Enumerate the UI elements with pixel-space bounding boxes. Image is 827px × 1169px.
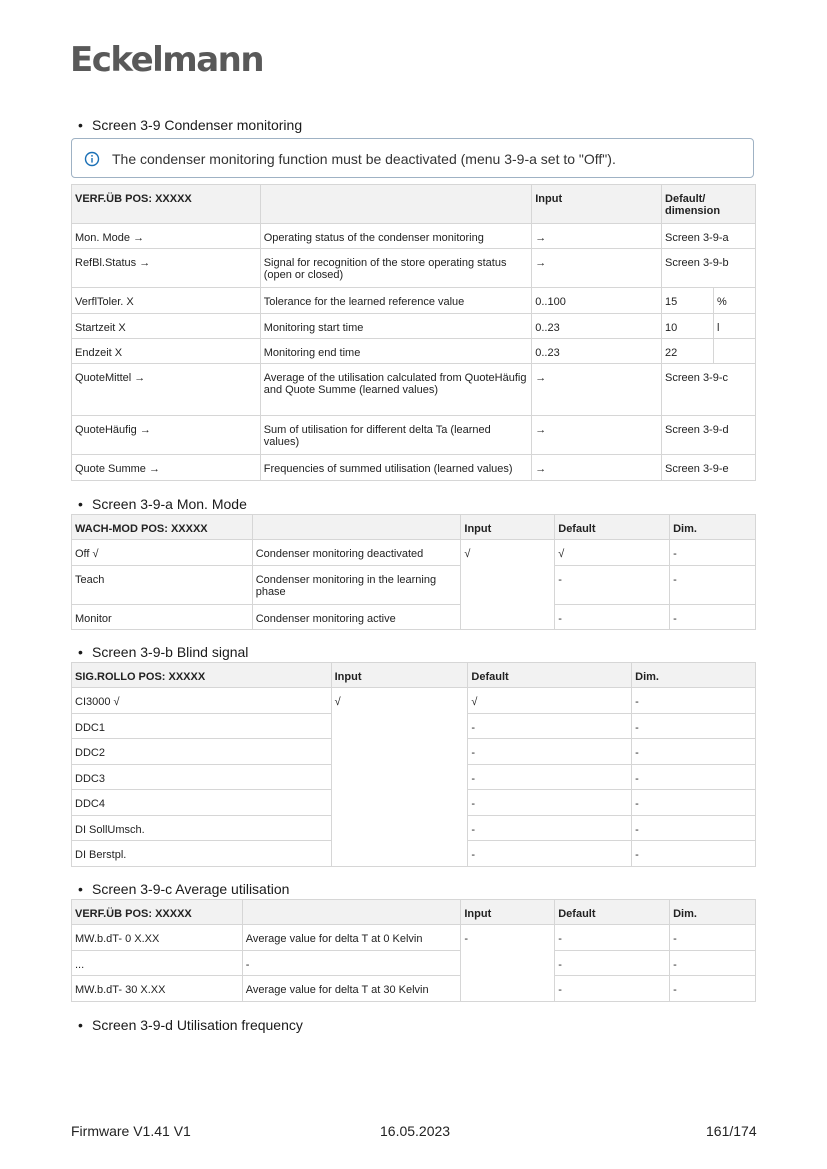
default-cell: - bbox=[555, 605, 670, 630]
default-cell: - bbox=[555, 925, 670, 951]
param-cell: Teach bbox=[72, 566, 253, 605]
footer-page-number: 161/174 bbox=[706, 1123, 757, 1139]
header-cell: Default/ dimension bbox=[662, 185, 756, 224]
table-row bbox=[72, 224, 756, 249]
param-cell: Startzeit X bbox=[72, 314, 261, 339]
default-cell: √ bbox=[468, 688, 632, 714]
description-cell: Average value for delta T at 0 Kelvin bbox=[242, 925, 461, 951]
header-cell bbox=[242, 900, 461, 925]
dimension-cell: - bbox=[670, 566, 756, 605]
footer-firmware: Firmware V1.41 V1 bbox=[71, 1123, 191, 1139]
dimension-cell: - bbox=[632, 765, 756, 790]
description-cell: Tolerance for the learned reference value bbox=[260, 288, 532, 314]
dimension-cell: - bbox=[632, 688, 756, 714]
section-heading-text: Screen 3-9-c Average utilisation bbox=[92, 881, 290, 897]
table-header-row bbox=[72, 185, 756, 224]
input-cell: → bbox=[532, 224, 662, 249]
default-cell: Screen 3-9-e bbox=[662, 455, 756, 481]
table-header-row bbox=[72, 515, 756, 540]
section-heading-3-9-a: • Screen 3-9-a Mon. Mode bbox=[78, 496, 247, 512]
input-cell: - bbox=[461, 925, 555, 1002]
input-cell: → bbox=[532, 364, 662, 416]
default-cell: Screen 3-9-a bbox=[662, 224, 756, 249]
header-cell bbox=[260, 185, 532, 224]
param-cell: Mon. Mode → bbox=[72, 224, 261, 249]
section-heading-3-9-b: • Screen 3-9-b Blind signal bbox=[78, 644, 249, 660]
dimension-cell: - bbox=[632, 714, 756, 739]
param-cell: Off √ bbox=[72, 540, 253, 566]
default-cell: - bbox=[468, 816, 632, 841]
param-cell: MW.b.dT- 30 X.XX bbox=[72, 976, 243, 1002]
description-cell: Monitoring start time bbox=[260, 314, 532, 339]
table-row bbox=[72, 416, 756, 455]
header-cell: SIG.ROLLO POS: XXXXX bbox=[72, 663, 332, 688]
description-cell: Signal for recognition of the store operating status (open or closed) bbox=[260, 249, 532, 288]
footer-date: 16.05.2023 bbox=[380, 1123, 451, 1139]
table-row bbox=[72, 288, 756, 314]
description-cell: Condenser monitoring deactivated bbox=[252, 540, 461, 566]
table-row bbox=[72, 540, 756, 566]
dimension-cell: - bbox=[670, 540, 756, 566]
param-cell: RefBl.Status → bbox=[72, 249, 261, 288]
section-heading-text: Screen 3-9-a Mon. Mode bbox=[92, 496, 247, 512]
description-cell: Average value for delta T at 30 Kelvin bbox=[242, 976, 461, 1002]
verf-ub-table bbox=[71, 184, 756, 481]
wach-mod-table bbox=[71, 514, 756, 630]
header-cell: Input bbox=[461, 515, 555, 540]
param-cell: ... bbox=[72, 951, 243, 976]
description-cell: Condenser monitoring in the learning phase bbox=[252, 566, 461, 605]
header-cell: Dim. bbox=[670, 900, 756, 925]
section-heading-3-9-c: • Screen 3-9-c Average utilisation bbox=[78, 881, 290, 897]
section-heading-3-9: • Screen 3-9 Condenser monitoring bbox=[78, 117, 303, 133]
default-cell: Screen 3-9-c bbox=[662, 364, 756, 416]
header-cell: Dim. bbox=[670, 515, 756, 540]
input-cell: 0..23 bbox=[532, 339, 662, 364]
header-cell: Default bbox=[555, 900, 670, 925]
table-row bbox=[72, 249, 756, 288]
sig-rollo-table bbox=[71, 662, 756, 867]
input-cell: 0..100 bbox=[532, 288, 662, 314]
input-cell: √ bbox=[331, 688, 468, 867]
param-cell: DDC4 bbox=[72, 790, 332, 816]
dimension-cell: l bbox=[713, 314, 755, 339]
section-heading-3-9-d: • Screen 3-9-d Utilisation frequency bbox=[78, 1017, 303, 1033]
default-cell: 10 bbox=[662, 314, 714, 339]
header-cell: Input bbox=[532, 185, 662, 224]
default-cell: - bbox=[468, 790, 632, 816]
section-heading-text: Screen 3-9 Condenser monitoring bbox=[92, 117, 303, 133]
input-cell: → bbox=[532, 455, 662, 481]
description-cell: Operating status of the condenser monitoring bbox=[260, 224, 532, 249]
header-cell: Default bbox=[555, 515, 670, 540]
param-cell: DDC2 bbox=[72, 739, 332, 765]
section-heading-text: Screen 3-9-d Utilisation frequency bbox=[92, 1017, 303, 1033]
header-cell: VERF.ÜB POS: XXXXX bbox=[72, 900, 243, 925]
table-header-row bbox=[72, 900, 756, 925]
param-cell: MW.b.dT- 0 X.XX bbox=[72, 925, 243, 951]
dimension-cell bbox=[713, 339, 755, 364]
default-cell: - bbox=[468, 739, 632, 765]
header-cell: Input bbox=[331, 663, 468, 688]
header-cell: Input bbox=[461, 900, 555, 925]
description-cell: Average of the utilisation calculated from QuoteHäufig and Quote Summe (learned values) bbox=[260, 364, 532, 416]
info-icon bbox=[84, 151, 100, 167]
table-header-row bbox=[72, 663, 756, 688]
param-cell: QuoteMittel → bbox=[72, 364, 261, 416]
info-note-text: The condenser monitoring function must be deactivated (menu 3-9-a set to "Off"). bbox=[112, 151, 616, 167]
header-cell bbox=[252, 515, 461, 540]
eckelmann-logo: Eckelmann bbox=[70, 40, 264, 80]
header-cell: Dim. bbox=[632, 663, 756, 688]
header-cell: VERF.ÜB POS: XXXXX bbox=[72, 185, 261, 224]
param-cell: Endzeit X bbox=[72, 339, 261, 364]
default-cell: Screen 3-9-d bbox=[662, 416, 756, 455]
table-row bbox=[72, 951, 756, 976]
input-cell: → bbox=[532, 416, 662, 455]
default-cell: - bbox=[468, 841, 632, 867]
dimension-cell: - bbox=[632, 790, 756, 816]
param-cell: DDC3 bbox=[72, 765, 332, 790]
param-cell: QuoteHäufig → bbox=[72, 416, 261, 455]
table-row bbox=[72, 688, 756, 714]
dimension-cell: - bbox=[632, 739, 756, 765]
average-utilisation-table bbox=[71, 899, 756, 1002]
default-cell: - bbox=[555, 976, 670, 1002]
dimension-cell: - bbox=[670, 951, 756, 976]
param-cell: DDC1 bbox=[72, 714, 332, 739]
param-cell: Monitor bbox=[72, 605, 253, 630]
description-cell: Frequencies of summed utilisation (learned values) bbox=[260, 455, 532, 481]
default-cell: - bbox=[555, 566, 670, 605]
dimension-cell: % bbox=[713, 288, 755, 314]
table-row bbox=[72, 605, 756, 630]
table-row bbox=[72, 339, 756, 364]
description-cell: Monitoring end time bbox=[260, 339, 532, 364]
table-row bbox=[72, 364, 756, 416]
dimension-cell: - bbox=[670, 925, 756, 951]
description-cell: Condenser monitoring active bbox=[252, 605, 461, 630]
input-cell: 0..23 bbox=[532, 314, 662, 339]
default-cell: Screen 3-9-b bbox=[662, 249, 756, 288]
default-cell: 15 bbox=[662, 288, 714, 314]
dimension-cell: - bbox=[670, 976, 756, 1002]
default-cell: - bbox=[468, 714, 632, 739]
param-cell: DI SollUmsch. bbox=[72, 816, 332, 841]
dimension-cell: - bbox=[670, 605, 756, 630]
param-cell: DI Berstpl. bbox=[72, 841, 332, 867]
param-cell: VerflToler. X bbox=[72, 288, 261, 314]
dimension-cell: - bbox=[632, 841, 756, 867]
input-cell: → bbox=[532, 249, 662, 288]
table-row bbox=[72, 925, 756, 951]
description-cell: - bbox=[242, 951, 461, 976]
header-cell: WACH-MOD POS: XXXXX bbox=[72, 515, 253, 540]
default-cell: √ bbox=[555, 540, 670, 566]
table-row bbox=[72, 976, 756, 1002]
table-row bbox=[72, 455, 756, 481]
table-row bbox=[72, 314, 756, 339]
default-cell: - bbox=[468, 765, 632, 790]
default-cell: 22 bbox=[662, 339, 714, 364]
default-cell: - bbox=[555, 951, 670, 976]
section-heading-text: Screen 3-9-b Blind signal bbox=[92, 644, 249, 660]
table-row bbox=[72, 566, 756, 605]
param-cell: CI3000 √ bbox=[72, 688, 332, 714]
description-cell: Sum of utilisation for different delta Ta (learned values) bbox=[260, 416, 532, 455]
dimension-cell: - bbox=[632, 816, 756, 841]
info-note-box bbox=[71, 138, 754, 178]
header-cell: Default bbox=[468, 663, 632, 688]
input-cell: √ bbox=[461, 540, 555, 630]
param-cell: Quote Summe → bbox=[72, 455, 261, 481]
